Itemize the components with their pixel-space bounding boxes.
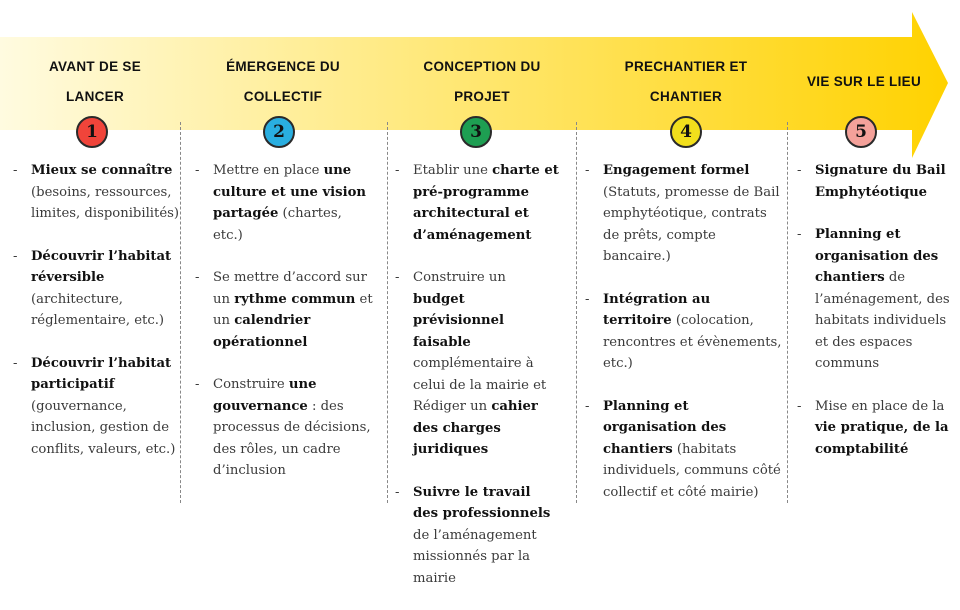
- bullet-dash: -: [195, 270, 200, 285]
- item-text: Construire un: [413, 270, 506, 285]
- phase-title-3: CONCEPTION DU PROJET: [423, 59, 541, 104]
- item-text-bold: rythme commun: [234, 291, 356, 307]
- bullet-dash: -: [195, 163, 200, 178]
- phase-number-3: 3: [460, 116, 492, 148]
- item-text: (gouvernance, inclusion, gestion de conflits, valeurs, etc.): [31, 398, 176, 457]
- bullet-dash: -: [13, 355, 18, 371]
- phase-4-item-2: [578, 289, 782, 375]
- bullet-dash: -: [395, 484, 400, 500]
- item-text-bold: Intégration au territoire: [603, 291, 711, 328]
- phase-5-items: [790, 160, 958, 481]
- item-text: (colocation, rencontres et évènements, etc.): [603, 313, 782, 371]
- bullet-dash: -: [195, 377, 200, 392]
- phase-number-2: 2: [263, 116, 295, 148]
- item-text-bold: Signature du Bail Emphytéotique: [815, 163, 946, 200]
- item-text-bold: Mieux se connaître: [31, 163, 173, 178]
- item-text: (habitats individuels, communs côté collectif et côté mairie): [603, 441, 781, 500]
- item-text: (architecture, réglementaire, etc.): [31, 291, 165, 328]
- item-text-bold: Planning et organisation des chantiers: [815, 227, 939, 285]
- phase-1-item-2: [6, 246, 182, 332]
- phase-4-item-3: [578, 396, 782, 504]
- item-text-bold: Planning et organisation des chantiers: [603, 398, 727, 457]
- item-text-bold: cahier des charges juridiques: [413, 399, 538, 457]
- bullet-dash: -: [395, 163, 400, 178]
- phase-number-5: 5: [845, 116, 877, 148]
- item-text-bold: calendrier opérationnel: [213, 313, 311, 350]
- phase-number-1: 1: [76, 116, 108, 148]
- phase-2-items: [188, 160, 374, 503]
- phase-title-5: VIE SUR LE LIEU: [806, 74, 922, 89]
- phase-5-item-2: [790, 224, 958, 375]
- bullet-dash: -: [395, 270, 400, 285]
- item-text-bold: charte et pré-programme architectural et d’aménagement: [413, 163, 559, 243]
- phase-title-1: AVANT DE SE LANCER: [48, 59, 142, 104]
- phase-4-item-1: [578, 160, 782, 268]
- phase-3-items: [388, 160, 560, 610]
- phase-2-item-2: [188, 267, 374, 353]
- item-text-bold: une culture et une vision partagée: [213, 163, 366, 221]
- phase-1-item-1: [6, 160, 182, 225]
- bullet-dash: -: [13, 163, 18, 178]
- item-text: (besoins, ressources, limites, disponibilités): [31, 184, 180, 221]
- bullet-dash: -: [797, 398, 802, 414]
- item-text: (Statuts, promesse de Bail emphytéotique, contrats de prêts, compte bancaire.): [603, 184, 780, 264]
- item-text: Etablir une: [413, 163, 493, 178]
- item-text-bold: Suivre le travail des professionnels: [413, 484, 551, 521]
- phase-3-item-1: [388, 160, 560, 246]
- column-divider-4: [787, 122, 788, 503]
- bullet-dash: -: [13, 248, 18, 264]
- phase-3-item-2: [388, 267, 560, 461]
- phase-4-items: [578, 160, 782, 524]
- item-text-bold: vie pratique, de la comptabilité: [815, 420, 949, 457]
- item-text: : des processus de décisions, des rôles, un cadre d’inclusion: [213, 398, 371, 478]
- phase-1-item-3: [6, 353, 182, 461]
- item-text: (chartes, etc.): [213, 206, 342, 243]
- phase-2-item-1: [188, 160, 374, 246]
- item-text: complémentaire à celui de la mairie et Rédiger un: [413, 356, 547, 414]
- item-text: et un: [213, 291, 373, 328]
- column-divider-3: [576, 122, 577, 503]
- item-text-bold: Découvrir l’habitat participatif: [31, 355, 172, 392]
- bullet-dash: -: [585, 398, 590, 414]
- phase-title-2: ÉMERGENCE DU COLLECTIF: [226, 59, 340, 104]
- item-text: Mettre en place: [213, 163, 324, 178]
- item-text-bold: budget prévisionnel faisable: [413, 291, 505, 350]
- item-text: Construire: [213, 377, 289, 392]
- phase-3-item-3: [388, 482, 560, 590]
- bullet-dash: -: [585, 291, 590, 307]
- phase-5-item-3: [790, 396, 958, 461]
- bullet-dash: -: [797, 227, 802, 242]
- item-text: Se mettre d’accord sur un: [213, 270, 367, 307]
- item-text-bold: une gouvernance: [213, 377, 317, 414]
- phase-2-item-3: [188, 374, 374, 482]
- item-text: de l’aménagement missionnés par la mairie: [413, 527, 537, 586]
- item-text-bold: Découvrir l’habitat réversible: [31, 248, 172, 285]
- phase-1-items: [6, 160, 182, 481]
- phase-number-4: 4: [670, 116, 702, 148]
- item-text: de l’aménagement, des habitats individuels et des espaces communs: [815, 270, 950, 371]
- bullet-dash: -: [585, 163, 590, 178]
- phase-title-4: PRECHANTIER ET CHANTIER: [624, 59, 748, 104]
- item-text: Mise en place de la: [815, 398, 945, 414]
- phase-5-item-1: [790, 160, 958, 203]
- bullet-dash: -: [797, 163, 802, 178]
- item-text-bold: Engagement formel: [603, 163, 750, 178]
